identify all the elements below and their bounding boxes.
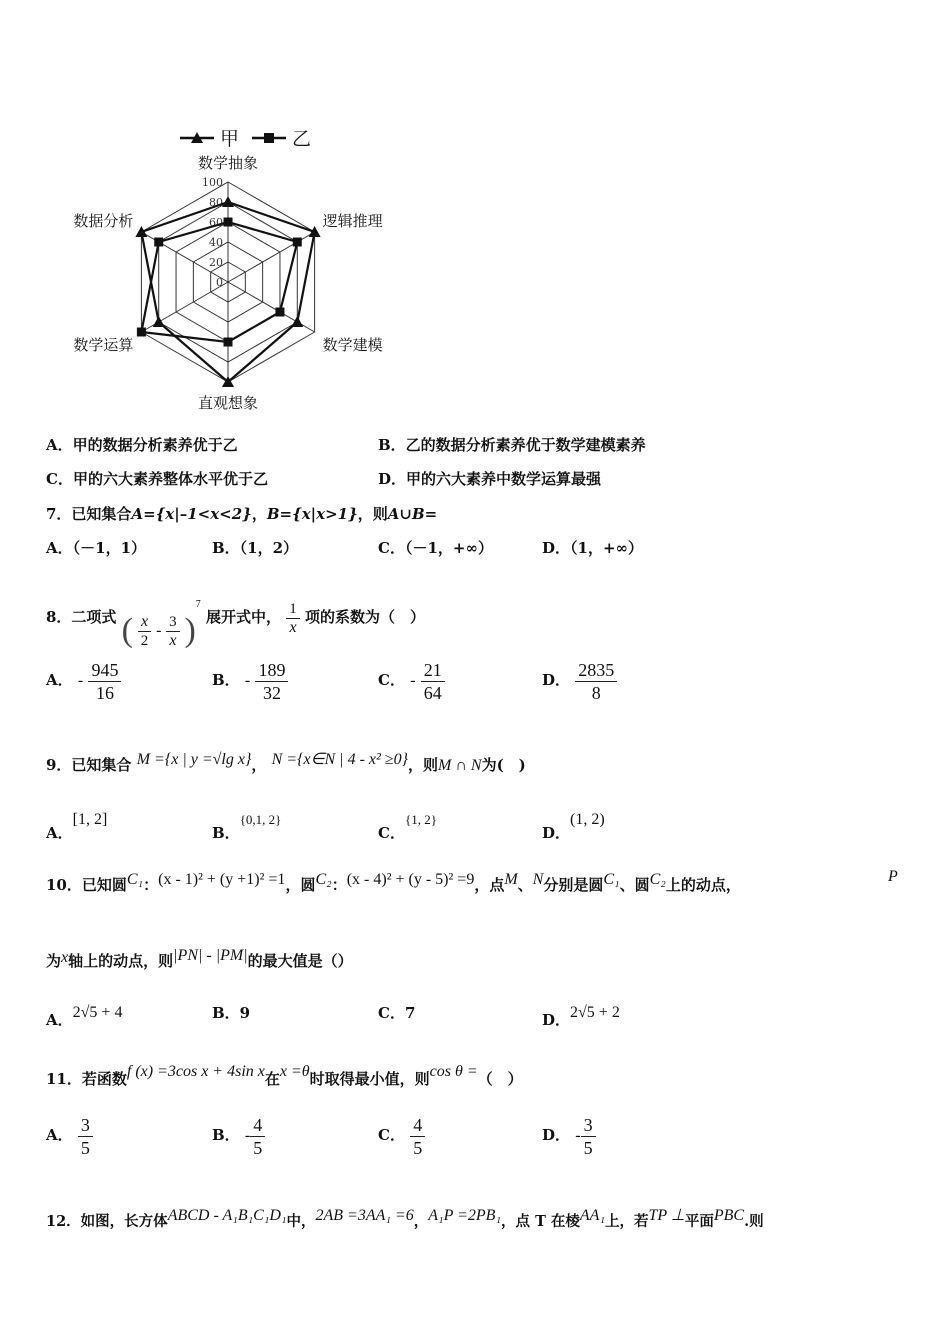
q8-power: 7 [195, 599, 201, 610]
series-乙-point-5 [154, 238, 163, 247]
q8-frac-1-x: $\frac{1}{x}$ [286, 600, 300, 637]
q10-option-c: C．7 [378, 1004, 416, 1022]
q8-option-c: C． - $\frac{21}{64}$ [378, 655, 445, 705]
q7-set-b: B={x|x>1} [266, 505, 358, 523]
q8-binomial: ( $\frac{x}{2}$ - $\frac{3}{x}$ )$^7$ [121, 599, 201, 649]
q6-option-b: B．乙的数据分析素养优于数学建模素养 [378, 436, 646, 454]
q7-stem [46, 504, 437, 524]
radar-scale-ticks [202, 176, 223, 289]
series-乙-point-1 [293, 238, 302, 247]
legend-marker-乙 [264, 133, 274, 143]
q7-option-c: C．（－1，+∞） [378, 539, 493, 557]
q8-option-a: A． - $\frac{945}{16}$ [46, 655, 121, 705]
series-乙-point-3 [224, 338, 233, 347]
q10-eq1: (x - 1)² + (y +1)² =1 [158, 871, 286, 888]
q7-set-a: A={x|–1<x<2} [131, 505, 252, 523]
q12-stem: 12．如图，长方体ABCD - A₁B₁C₁D₁中，2AB =3AA₁ =6，A₁P =2PB₁，点 T 在棱AA₁上，若TP ⊥平面PBC.则 [46, 1207, 764, 1230]
q6-option-a: A．甲的数据分析素养优于乙 [46, 436, 238, 454]
q10-eq2: (x - 4)² + (y - 5)² =9 [346, 871, 475, 888]
q8-option-d: D． $\frac{2835}{8}$ [542, 655, 617, 705]
axis-label-4: 数学运算 [73, 336, 134, 354]
q11-func: f (x) =3cos x + 4sin x [126, 1063, 265, 1080]
q8-minus: - [156, 622, 162, 639]
scale-tick-80: 80 [209, 196, 223, 209]
series-乙-point-0 [224, 218, 233, 227]
q7-option-a: A．（－1，1） [46, 539, 147, 557]
q7-expr: A∪B= [387, 505, 438, 523]
q10-option-b: B．9 [212, 1004, 251, 1022]
q8-stem-a: 8．二项式 [46, 608, 117, 626]
chart-legend [180, 128, 311, 150]
q11-option-a: A． $\frac{3}{5}$ [46, 1110, 93, 1160]
scale-tick-0: 0 [216, 276, 223, 289]
q7-option-b: B．（1，2） [212, 539, 299, 557]
q8-option-b: B． - $\frac{189}{32}$ [212, 655, 288, 705]
q8-frac-3-x: $\frac{3}{x}$ [166, 613, 180, 650]
legend-label-乙: 乙 [292, 128, 312, 150]
q7-stem-a: 7．已知集合 [46, 505, 132, 523]
series-乙-point-4 [137, 328, 146, 337]
q11-option-b: B． - $\frac{4}{5}$ [212, 1110, 265, 1160]
q9-option-c: C．{1, 2} [378, 812, 437, 842]
q10-p: P [888, 868, 898, 885]
radar-chart [0, 0, 950, 420]
q10-option-d: D．2√5 + 2 [542, 1004, 620, 1029]
legend-label-甲: 甲 [220, 128, 240, 150]
q11-option-c: C． $\frac{4}{5}$ [378, 1110, 425, 1160]
q12-perp: TP ⊥ [648, 1207, 685, 1224]
series-乙-point-2 [275, 308, 284, 317]
q8-frac-x-2: $\frac{x}{2}$ [138, 613, 152, 650]
q9-option-a: A．[1, 2] [46, 811, 108, 842]
axis-label-1: 逻辑推理 [322, 212, 383, 230]
scale-tick-20: 20 [209, 256, 223, 269]
q7-comma: ， [251, 505, 267, 523]
series-甲-point-0 [222, 196, 234, 207]
axis-label-3: 直观想象 [197, 394, 259, 412]
q9-option-d: D．(1, 2) [542, 811, 605, 842]
q12-solid: ABCD - A₁B₁C₁D₁ [167, 1207, 287, 1224]
q8-stem [46, 580, 426, 649]
q9-stem: 9．已知集合 M ={x | y =√lg x}， N ={x∈N | 4 - x² ≥0}，则M ∩ N为( ) [46, 751, 526, 774]
q10-option-a: A．2√5 + 4 [46, 1004, 123, 1029]
q7-stem-b: ，则 [357, 505, 388, 523]
series-甲-point-4 [153, 316, 165, 327]
q8-stem-c: 项的系数为（ ） [305, 608, 426, 626]
scale-tick-60: 60 [209, 216, 223, 229]
q11-cond: x =θ [279, 1063, 310, 1080]
q6-option-c: C．甲的六大素养整体水平优于乙 [46, 470, 268, 488]
q11-expr: cos θ = [429, 1063, 478, 1080]
q7-option-d: D．（1，+∞） [542, 539, 644, 557]
radar-grid [141, 182, 314, 382]
q10-expr: |PN| - |PM| [173, 947, 248, 964]
scale-tick-100: 100 [202, 176, 223, 189]
q12-eq1: 2AB =3AA₁ =6 [315, 1207, 414, 1224]
q9-option-b: B．{0,1, 2} [212, 812, 282, 842]
q11-option-d: D． - $\frac{3}{5}$ [542, 1110, 596, 1160]
scale-tick-40: 40 [209, 236, 223, 249]
q6-option-d: D．甲的六大素养中数学运算最强 [378, 470, 602, 488]
series-甲-point-2 [291, 316, 303, 327]
axis-label-0: 数学抽象 [197, 154, 259, 172]
q10-stem-line2: 为x轴上的动点，则|PN| - |PM|的最大值是（） [46, 947, 353, 970]
q10-stem-line1: 10．已知圆C₁：(x - 1)² + (y +1)² =1，圆C₂：(x - 4)² + (y - 5)² =9，点M、N分别是圆C₁、圆C₂上的动点， [46, 871, 741, 894]
q9-set-m: M ={x | y =√lg x} [136, 751, 252, 768]
q11-stem: 11．若函数f (x) =3cos x + 4sin x在x =θ时取得最小值，则cos θ =（ ） [46, 1063, 523, 1088]
q12-plane: PBC [713, 1207, 745, 1224]
q12-eq2: A₁P =2PB₁ [428, 1207, 502, 1224]
q8-stem-b: 展开式中， [206, 608, 282, 626]
q12-edge: AA₁ [579, 1207, 606, 1224]
q9-set-n: N ={x∈N | 4 - x² ≥0} [271, 751, 408, 768]
axis-label-5: 数据分析 [73, 212, 134, 230]
q9-expr: M ∩ N [438, 757, 482, 774]
axis-label-2: 数学建模 [322, 336, 383, 354]
